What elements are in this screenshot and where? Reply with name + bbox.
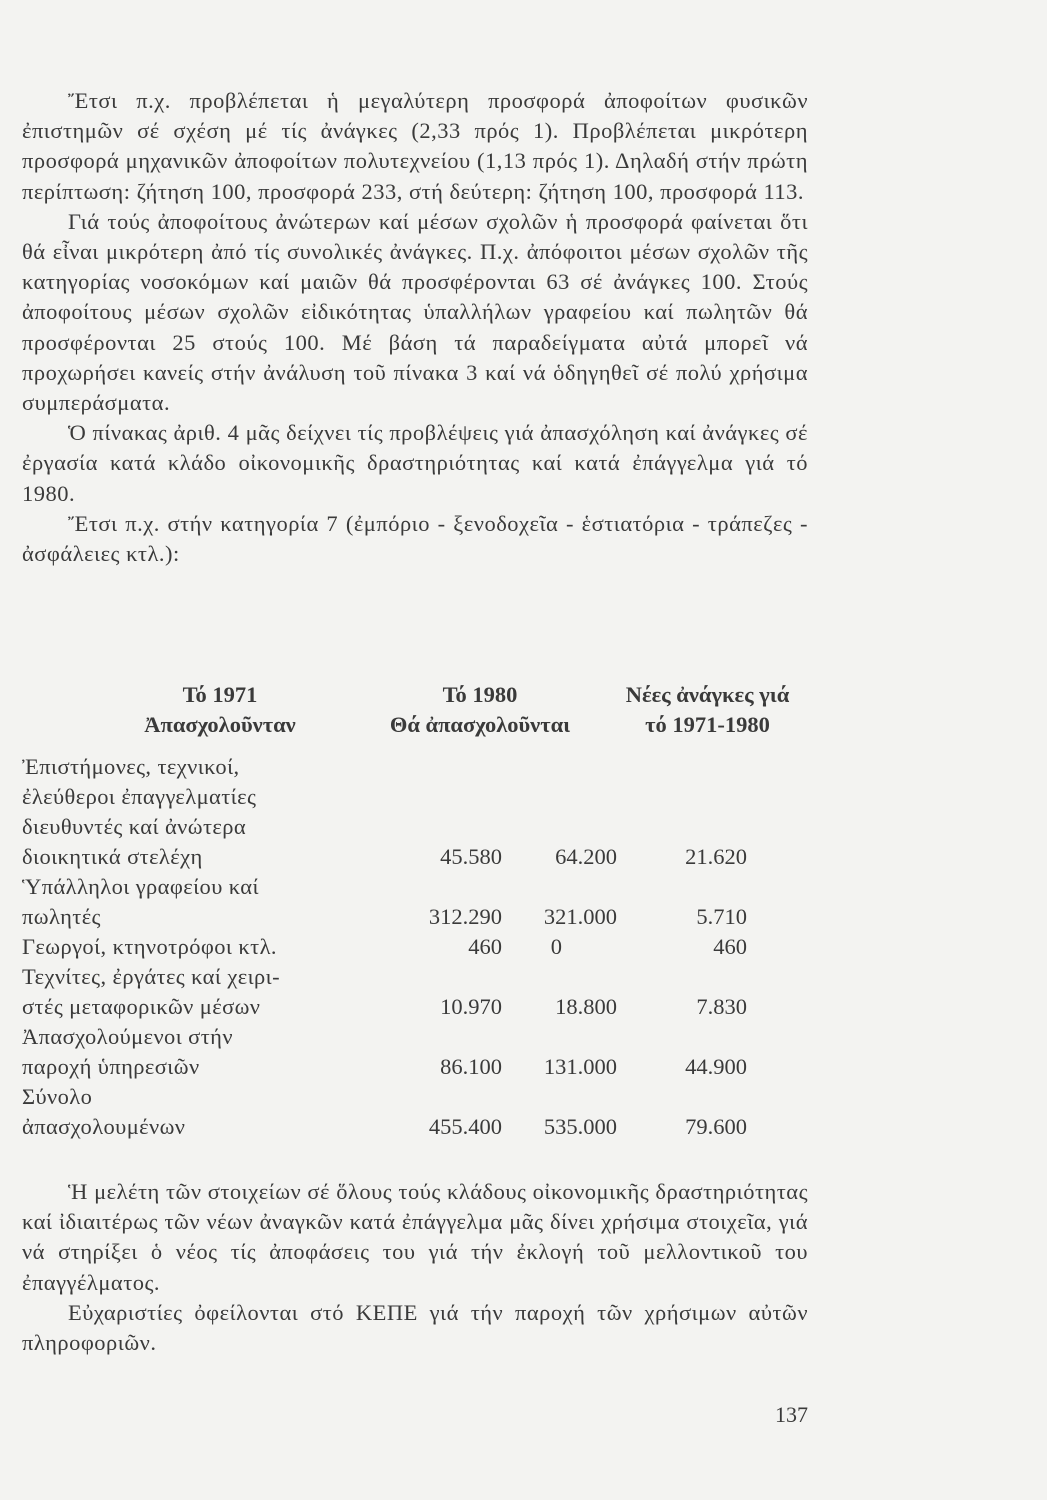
paragraph: Ἡ μελέτη τῶν στοιχείων σέ ὅλους τούς κλάδους οἰκονομικῆς δραστηριότητας καί ἰδιαιτέρως τῶν νέων ἀναγκῶν κατά ἐπάγγελμα μᾶς δίνει χρήσιμα στοιχεῖα, γιά νά στηρίξει ὁ νέος τίς ἀποφάσεις του γιά τήν ἐκλογή τοῦ μελλοντικοῦ του ἐπαγγέλματος.	[22, 1179, 808, 1295]
value-1980: 64.200	[555, 844, 617, 869]
row-label: Σύνολο ἀπασχολουμένων	[22, 1084, 186, 1140]
closing-text	[22, 1177, 808, 1358]
column-header-1971: Τό 1971 Ἀπασχολοῦνταν	[144, 682, 296, 737]
table-row	[22, 1082, 812, 1143]
page-number: 137	[775, 1402, 808, 1427]
value-1980: 0	[550, 934, 562, 959]
row-label: Ἀπασχολούμενοι στήν παροχή ὑπηρεσιῶν	[22, 1024, 233, 1080]
value-1971: 45.580	[440, 844, 502, 869]
row-label: Ἐπιστήμονες, τεχνικοί, ἐλεύθεροι ἐπαγγελματίες διευθυντές καί ἀνώτερα διοικητικά στελέχη	[22, 754, 257, 870]
row-label: Γεωργοί, κτηνοτρόφοι κτλ.	[22, 934, 277, 959]
column-header-new-needs: Νέες ἀνάγκες γιά τό 1971-1980	[625, 682, 790, 737]
paragraph: Ὁ πίνακας ἀριθ. 4 μᾶς δείχνει τίς προβλέψεις γιά ἀπασχόληση καί ἀνάγκες σέ ἐργασία κατά κλάδο οἰκονομικῆς δραστηριότητας καί κατά ἐπάγγελμα γιά τό 1980.	[22, 420, 808, 506]
table-row	[22, 872, 812, 933]
paragraph: Γιά τούς ἀποφοίτους ἀνώτερων καί μέσων σχολῶν ἡ προσφορά φαίνεται ὅτι θά εἶναι μικρότερη ἀπό τίς συνολικές ἀνάγκες. Π.χ. ἀπόφοιτοι μέσων σχολῶν τῆς κατηγορίας νοσοκόμων καί μαιῶν θά προσφέρονται 63 σέ ἀνάγκες 100. Στούς ἀποφοίτους μέσων σχολῶν εἰδικότητας ὑπαλλήλων γραφείου καί πωλητῶν θά προσφέρονται 25 στούς 100. Μέ βάση τά παραδείγματα αὐτά μπορεῖ νά προχωρήσει κανείς στήν ἀνάλυση τοῦ πίνακα 3 καί νά ὁδηγηθεῖ σέ πολύ χρήσιμα συμπεράσματα.	[22, 208, 808, 416]
value-new-needs: 21.620	[685, 844, 747, 869]
table-header	[0, 680, 1047, 750]
table-row	[22, 752, 812, 873]
value-1971: 10.970	[440, 994, 502, 1019]
value-1980: 535.000	[543, 1114, 617, 1139]
value-1980: 131.000	[543, 1054, 617, 1079]
value-1971: 312.290	[428, 904, 502, 929]
value-1980: 18.800	[555, 994, 617, 1019]
value-new-needs: 44.900	[685, 1054, 747, 1079]
value-1971: 86.100	[440, 1054, 502, 1079]
value-new-needs: 460	[713, 934, 747, 959]
column-header-1980: Τό 1980 Θά ἀπασχολοῦνται	[389, 682, 571, 737]
row-label: Ὑπάλληλοι γραφείου καί πωλητές	[22, 874, 259, 930]
value-new-needs: 5.710	[696, 904, 747, 929]
table-row	[22, 1022, 812, 1083]
row-label: Τεχνίτες, ἐργάτες καί χειρι- στές μεταφορικῶν μέσων	[22, 964, 281, 1020]
value-1980: 321.000	[543, 904, 617, 929]
table-row	[22, 932, 812, 963]
paragraph: Ἔτσι π.χ. προβλέπεται ἡ μεγαλύτερη προσφορά ἀποφοίτων φυσικῶν ἐπιστημῶν σέ σχέση μέ τίς ἀνάγκες (2,33 πρός 1). Προβλέπεται μικρότερη προσφορά μηχανικῶν ἀποφοίτων πολυτεχνείου (1,13 πρός 1). Δηλαδή στήν πρώτη περίπτωση: ζήτηση 100, προσφορά 233, στή δεύτερη: ζήτηση 100, προσφορά 113.	[22, 88, 808, 204]
paragraph: Εὐχαριστίες ὀφείλονται στό ΚΕΠΕ γιά τήν παροχή τῶν χρήσιμων αὐτῶν πληροφοριῶν.	[22, 1299, 808, 1356]
value-new-needs: 79.600	[685, 1114, 747, 1139]
paragraph: Ἔτσι π.χ. στήν κατηγορία 7 (ἐμπόριο - ξενοδοχεῖα - ἑστιατόρια - τράπεζες - ἀσφάλειες κτλ.):	[22, 510, 808, 567]
body-text	[22, 86, 808, 569]
table-row	[22, 962, 812, 1023]
value-1971: 455.400	[428, 1114, 502, 1139]
value-new-needs: 7.830	[696, 994, 747, 1019]
value-1971: 460	[468, 934, 502, 959]
